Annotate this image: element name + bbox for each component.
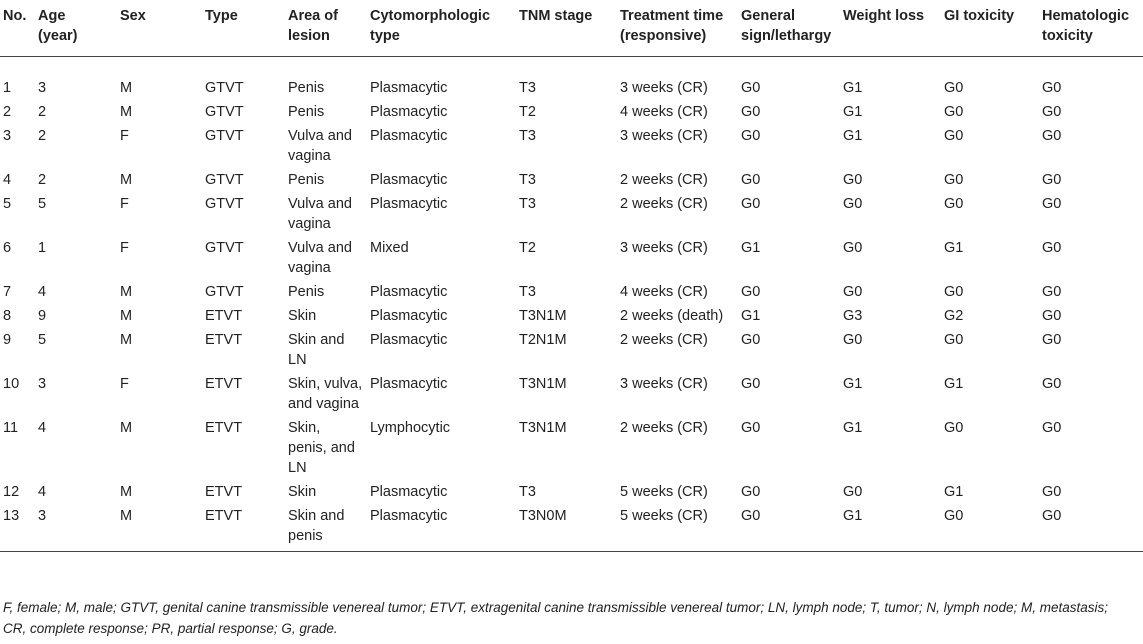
cell-hematologic-toxicity: G0 [1042, 196, 1062, 212]
cell-sex: M [117, 502, 202, 552]
cell-no: 5 [3, 196, 12, 212]
table-row [0, 57, 1143, 99]
cell-type: GTVT [205, 104, 244, 120]
cell-hematologic-toxicity: G0 [1039, 502, 1143, 552]
cell-no: 7 [3, 284, 12, 300]
cell-age: 1 [38, 240, 47, 256]
cell-general-sign: G0 [741, 284, 761, 300]
cell-gi-toxicity: G0 [944, 104, 964, 120]
cell-age: 4 [38, 484, 47, 500]
cell-age: 9 [38, 308, 47, 324]
cell-cytomorphologic-type: Plasmacytic [370, 284, 448, 300]
cell-no: 8 [3, 308, 12, 324]
table-row [0, 166, 1143, 190]
cell-weight-loss: G0 [843, 484, 863, 500]
col-header-age: Age (year) [35, 6, 117, 57]
cell-treatment-time: 2 weeks (CR) [620, 196, 708, 212]
cell-tnm-stage: T3N1M [519, 420, 567, 436]
cell-sex: M [120, 284, 133, 300]
cell-age: 3 [38, 376, 47, 392]
cell-hematologic-toxicity: G0 [1042, 484, 1062, 500]
cell-gi-toxicity: G0 [944, 196, 964, 212]
cell-sex: M [120, 308, 133, 324]
col-header-area-of-lesion: Area of lesion [285, 6, 367, 57]
cell-weight-loss: G0 [843, 240, 863, 256]
table-footnote [3, 597, 1138, 639]
cell-general-sign: G0 [741, 172, 761, 188]
cell-area-of-lesion: Vulva and vagina [288, 128, 352, 164]
cell-treatment-time: 5 weeks (CR) [617, 502, 738, 552]
cell-cytomorphologic-type: Plasmacytic [370, 376, 448, 392]
cell-sex: M [120, 332, 133, 348]
cell-age: 2 [38, 172, 47, 188]
col-header-weight-loss: Weight loss [840, 6, 941, 57]
cell-treatment-time: 4 weeks (CR) [620, 104, 708, 120]
cell-sex: M [120, 80, 133, 96]
cell-tnm-stage: T2N1M [519, 332, 567, 348]
col-header-no: No. [0, 6, 35, 57]
cell-weight-loss: G0 [843, 332, 863, 348]
cell-type: GTVT [205, 240, 244, 256]
cell-type: ETVT [205, 332, 243, 348]
cell-treatment-time: 3 weeks (CR) [620, 240, 708, 256]
cell-area-of-lesion: Penis [288, 104, 325, 120]
cell-treatment-time: 5 weeks (CR) [620, 484, 708, 500]
col-header-treatment-time: Treatment time (responsive) [617, 6, 738, 57]
cell-general-sign: G0 [741, 332, 761, 348]
cell-hematologic-toxicity: G0 [1042, 420, 1062, 436]
cell-gi-toxicity: G0 [944, 172, 964, 188]
table-row [0, 278, 1143, 302]
cell-area-of-lesion: Skin and penis [285, 502, 367, 552]
cell-area-of-lesion: Penis [288, 172, 325, 188]
cell-treatment-time: 2 weeks (CR) [620, 420, 708, 436]
cell-cytomorphologic-type: Plasmacytic [367, 502, 516, 552]
cell-gi-toxicity: G1 [944, 240, 964, 256]
table-header-row [0, 6, 1143, 57]
cell-age: 2 [38, 104, 47, 120]
cell-hematologic-toxicity: G0 [1042, 332, 1062, 348]
table-row [0, 190, 1143, 234]
table-row [0, 502, 1143, 552]
cell-treatment-time: 3 weeks (CR) [620, 80, 708, 96]
cell-sex: M [120, 172, 133, 188]
cell-cytomorphologic-type: Plasmacytic [370, 484, 448, 500]
table-row [0, 234, 1143, 278]
cell-cytomorphologic-type: Plasmacytic [370, 172, 448, 188]
cell-weight-loss: G1 [843, 420, 863, 436]
table-row [0, 478, 1143, 502]
cell-treatment-time: 2 weeks (CR) [620, 332, 708, 348]
cell-no: 13 [0, 502, 35, 552]
cell-gi-toxicity: G0 [944, 420, 964, 436]
cell-general-sign: G0 [741, 128, 761, 144]
cell-no: 11 [3, 420, 19, 436]
col-header-tnm-stage: TNM stage [516, 6, 617, 57]
cell-tnm-stage: T3 [519, 128, 536, 144]
cell-age: 3 [35, 502, 117, 552]
table-row [0, 326, 1143, 370]
col-header-gi-toxicity: GI toxicity [941, 6, 1039, 57]
table-row [0, 122, 1143, 166]
cell-gi-toxicity: G1 [944, 484, 964, 500]
cell-weight-loss: G0 [843, 196, 863, 212]
cell-hematologic-toxicity: G0 [1042, 240, 1062, 256]
cell-tnm-stage: T2 [519, 104, 536, 120]
col-header-hematologic-toxicity: Hematologic toxicity [1039, 6, 1143, 57]
col-header-general-sign: General sign/lethargy [738, 6, 840, 57]
cell-cytomorphologic-type: Mixed [370, 240, 409, 256]
cell-hematologic-toxicity: G0 [1042, 80, 1062, 96]
cell-weight-loss: G3 [843, 308, 863, 324]
cell-cytomorphologic-type: Plasmacytic [370, 80, 448, 96]
cell-type: GTVT [205, 80, 244, 96]
cell-type: GTVT [205, 172, 244, 188]
cell-general-sign: G0 [741, 420, 761, 436]
cell-weight-loss: G0 [843, 172, 863, 188]
cell-general-sign: G1 [741, 308, 761, 324]
cell-gi-toxicity: G0 [944, 128, 964, 144]
cell-tnm-stage: T3N1M [519, 308, 567, 324]
cell-gi-toxicity: G2 [944, 308, 964, 324]
cell-hematologic-toxicity: G0 [1042, 308, 1062, 324]
cell-tnm-stage: T3 [519, 284, 536, 300]
col-header-sex: Sex [117, 6, 202, 57]
cell-age: 2 [38, 128, 47, 144]
col-header-cytomorphologic-type: Cytomorphologic type [367, 6, 516, 57]
cell-weight-loss: G1 [843, 80, 863, 96]
cell-tnm-stage: T3 [519, 196, 536, 212]
cell-area-of-lesion: Skin [288, 308, 317, 324]
data-table [0, 6, 1143, 552]
cell-type: ETVT [205, 484, 243, 500]
cell-treatment-time: 4 weeks (CR) [620, 284, 708, 300]
cell-no: 12 [3, 484, 20, 500]
cell-no: 2 [3, 104, 12, 120]
cell-weight-loss: G1 [843, 128, 863, 144]
cell-area-of-lesion: Skin, penis, and LN [288, 420, 355, 476]
cell-no: 9 [3, 332, 12, 348]
cell-gi-toxicity: G0 [944, 284, 964, 300]
cell-no: 10 [3, 376, 20, 392]
cell-cytomorphologic-type: Plasmacytic [370, 332, 448, 348]
cell-type: ETVT [205, 308, 243, 324]
cell-treatment-time: 3 weeks (CR) [620, 376, 708, 392]
cell-weight-loss: G1 [840, 502, 941, 552]
cell-tnm-stage: T3N0M [516, 502, 617, 552]
cell-tnm-stage: T3 [519, 80, 536, 96]
cell-area-of-lesion: Penis [288, 80, 325, 96]
col-header-type: Type [202, 6, 285, 57]
cell-general-sign: G0 [741, 104, 761, 120]
cell-age: 5 [38, 332, 47, 348]
cell-type: GTVT [205, 128, 244, 144]
cell-general-sign: G0 [738, 502, 840, 552]
cell-age: 4 [38, 420, 47, 436]
footnote-line: CR, complete response; PR, partial response; G, grade. [3, 621, 338, 636]
cell-sex: F [120, 128, 129, 144]
cell-type: ETVT [205, 376, 243, 392]
cell-gi-toxicity: G0 [941, 502, 1039, 552]
cell-gi-toxicity: G0 [944, 80, 964, 96]
cell-tnm-stage: T3 [519, 484, 536, 500]
cell-treatment-time: 3 weeks (CR) [620, 128, 708, 144]
cell-weight-loss: G0 [843, 284, 863, 300]
cell-cytomorphologic-type: Plasmacytic [370, 128, 448, 144]
cell-type: GTVT [205, 284, 244, 300]
cell-hematologic-toxicity: G0 [1042, 128, 1062, 144]
cell-hematologic-toxicity: G0 [1042, 376, 1062, 392]
cell-tnm-stage: T3N1M [519, 376, 567, 392]
cell-type: GTVT [205, 196, 244, 212]
cell-general-sign: G1 [741, 240, 761, 256]
cell-type: ETVT [202, 502, 285, 552]
cell-general-sign: G0 [741, 484, 761, 500]
table-row [0, 98, 1143, 122]
cell-general-sign: G0 [741, 376, 761, 392]
cell-age: 4 [38, 284, 47, 300]
cell-hematologic-toxicity: G0 [1042, 172, 1062, 188]
cell-cytomorphologic-type: Plasmacytic [370, 308, 448, 324]
cell-sex: F [120, 196, 129, 212]
footnote-line: F, female; M, male; GTVT, genital canine transmissible venereal tumor; ETVT, extragenital canine transmissible venereal tumor; LN, lymph node; T, tumor; N, lymph node; M, metastasis; [3, 600, 1108, 615]
cell-treatment-time: 2 weeks (CR) [620, 172, 708, 188]
cell-no: 1 [3, 80, 12, 96]
cell-tnm-stage: T2 [519, 240, 536, 256]
cell-weight-loss: G1 [843, 104, 863, 120]
cell-treatment-time: 2 weeks (death) [620, 308, 724, 324]
cell-sex: M [120, 104, 133, 120]
cell-no: 3 [3, 128, 12, 144]
cell-area-of-lesion: Skin [288, 484, 317, 500]
cell-general-sign: G0 [741, 80, 761, 96]
cell-hematologic-toxicity: G0 [1042, 284, 1062, 300]
table-row [0, 302, 1143, 326]
cell-weight-loss: G1 [843, 376, 863, 392]
cell-cytomorphologic-type: Plasmacytic [370, 104, 448, 120]
cell-type: ETVT [205, 420, 243, 436]
cell-age: 3 [38, 80, 47, 96]
table-row [0, 414, 1143, 478]
cell-no: 4 [3, 172, 12, 188]
cell-area-of-lesion: Penis [288, 284, 325, 300]
cell-gi-toxicity: G0 [944, 332, 964, 348]
table-row [0, 370, 1143, 414]
cell-gi-toxicity: G1 [944, 376, 964, 392]
cell-sex: M [120, 420, 133, 436]
cell-sex: M [120, 484, 133, 500]
cell-area-of-lesion: Vulva and vagina [288, 240, 352, 276]
cell-general-sign: G0 [741, 196, 761, 212]
cell-area-of-lesion: Vulva and vagina [288, 196, 352, 232]
cell-age: 5 [38, 196, 47, 212]
cell-area-of-lesion: Skin and LN [288, 332, 345, 368]
cell-area-of-lesion: Skin, vulva, and vagina [288, 376, 363, 412]
cell-no: 6 [3, 240, 12, 256]
cell-sex: F [120, 240, 129, 256]
cell-hematologic-toxicity: G0 [1042, 104, 1062, 120]
cell-cytomorphologic-type: Lymphocytic [370, 420, 451, 436]
cell-cytomorphologic-type: Plasmacytic [370, 196, 448, 212]
cell-sex: F [120, 376, 129, 392]
cell-tnm-stage: T3 [519, 172, 536, 188]
